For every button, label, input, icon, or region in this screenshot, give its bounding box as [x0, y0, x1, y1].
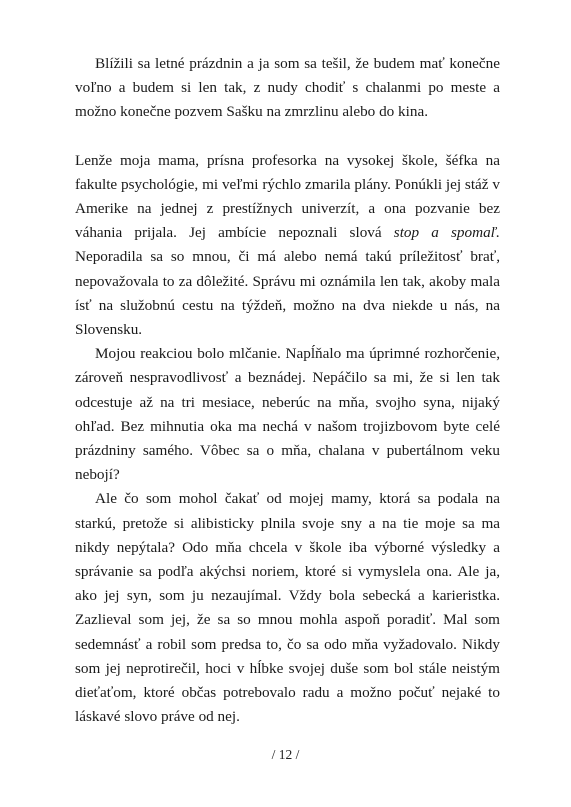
paragraph-4: Ale čo som mohol čakať od mojej mamy, ktorá sa podala na starkú, pretože si alibisticky plnila svoje sny a na tie moje sa ma nikdy nepýtala? Odo mňa chcela v škole iba výborné výsledky a správanie sa podľa akýchsi noriem, ktoré si vymyslela ona. Ale ja, ako jej syn, som ju nezaujímal. Vždy bola sebecká a karieristka. Zazlieval som jej, že sa so mnou mohla aspoň poradiť. Mal som sedemnásť a robil som predsa to, čo sa odo mňa vyžadovalo. Nikdy som jej neprotirečil, hoci v hĺbke svojej duše som bol stále neistým dieťaťom, ktoré občas potrebovalo radu a možno počuť nejaké to láskavé slovo práve od nej. [75, 490, 500, 726]
page-number: / 12 / [271, 747, 300, 762]
paragraph-1: Blížili sa letné prázdnin a ja som sa tešil, že budem mať konečne voľno a budem si len tak, z nudy chodiť s chalanmi po meste a možno konečne pozvem Sašku na zmrzlinu alebo do kina. [75, 55, 500, 121]
section-break [75, 125, 500, 149]
paragraph-3: Mojou reakciou bolo mlčanie. Napĺňalo ma úprimné rozhorčenie, zároveň nespravodlivosť a beznádej. Nepáčilo sa mi, že si len tak odcestuje až na tri mesiace, neberúc na mňa, svojho syna, nijaký ohľad. Bez mihnutia oka ma nechá v našom trojizbovom byte celé prázdniny samého. Vôbec sa o mňa, chalana v pubertálnom veku nebojí? [75, 345, 500, 484]
page-body [75, 52, 500, 729]
paragraph-2-text-a: Lenže moja mama, prísna profesorka na vysokej škole, šéfka na fakulte psychológie, mi veľmi rýchlo zmarila plány. Ponúkli jej stáž v Amerike na jednej z prestížnych univerzít, a ona pozvanie bez váhania prijala. Jej ambície nepoznali slová [75, 151, 500, 242]
paragraph-2-emphasis: stop a spomaľ. [393, 224, 500, 242]
paragraph-2-text-b: Neporadila sa so mnou, či má alebo nemá takú príležitosť brať, nepovažovala to za dôležité. Správu mi oznámila len tak, akoby mala ísť na služobnú cestu na týždeň, možno na dva niekde u nás, na Slovensku. [75, 248, 500, 339]
paragraph-2 [75, 149, 500, 343]
